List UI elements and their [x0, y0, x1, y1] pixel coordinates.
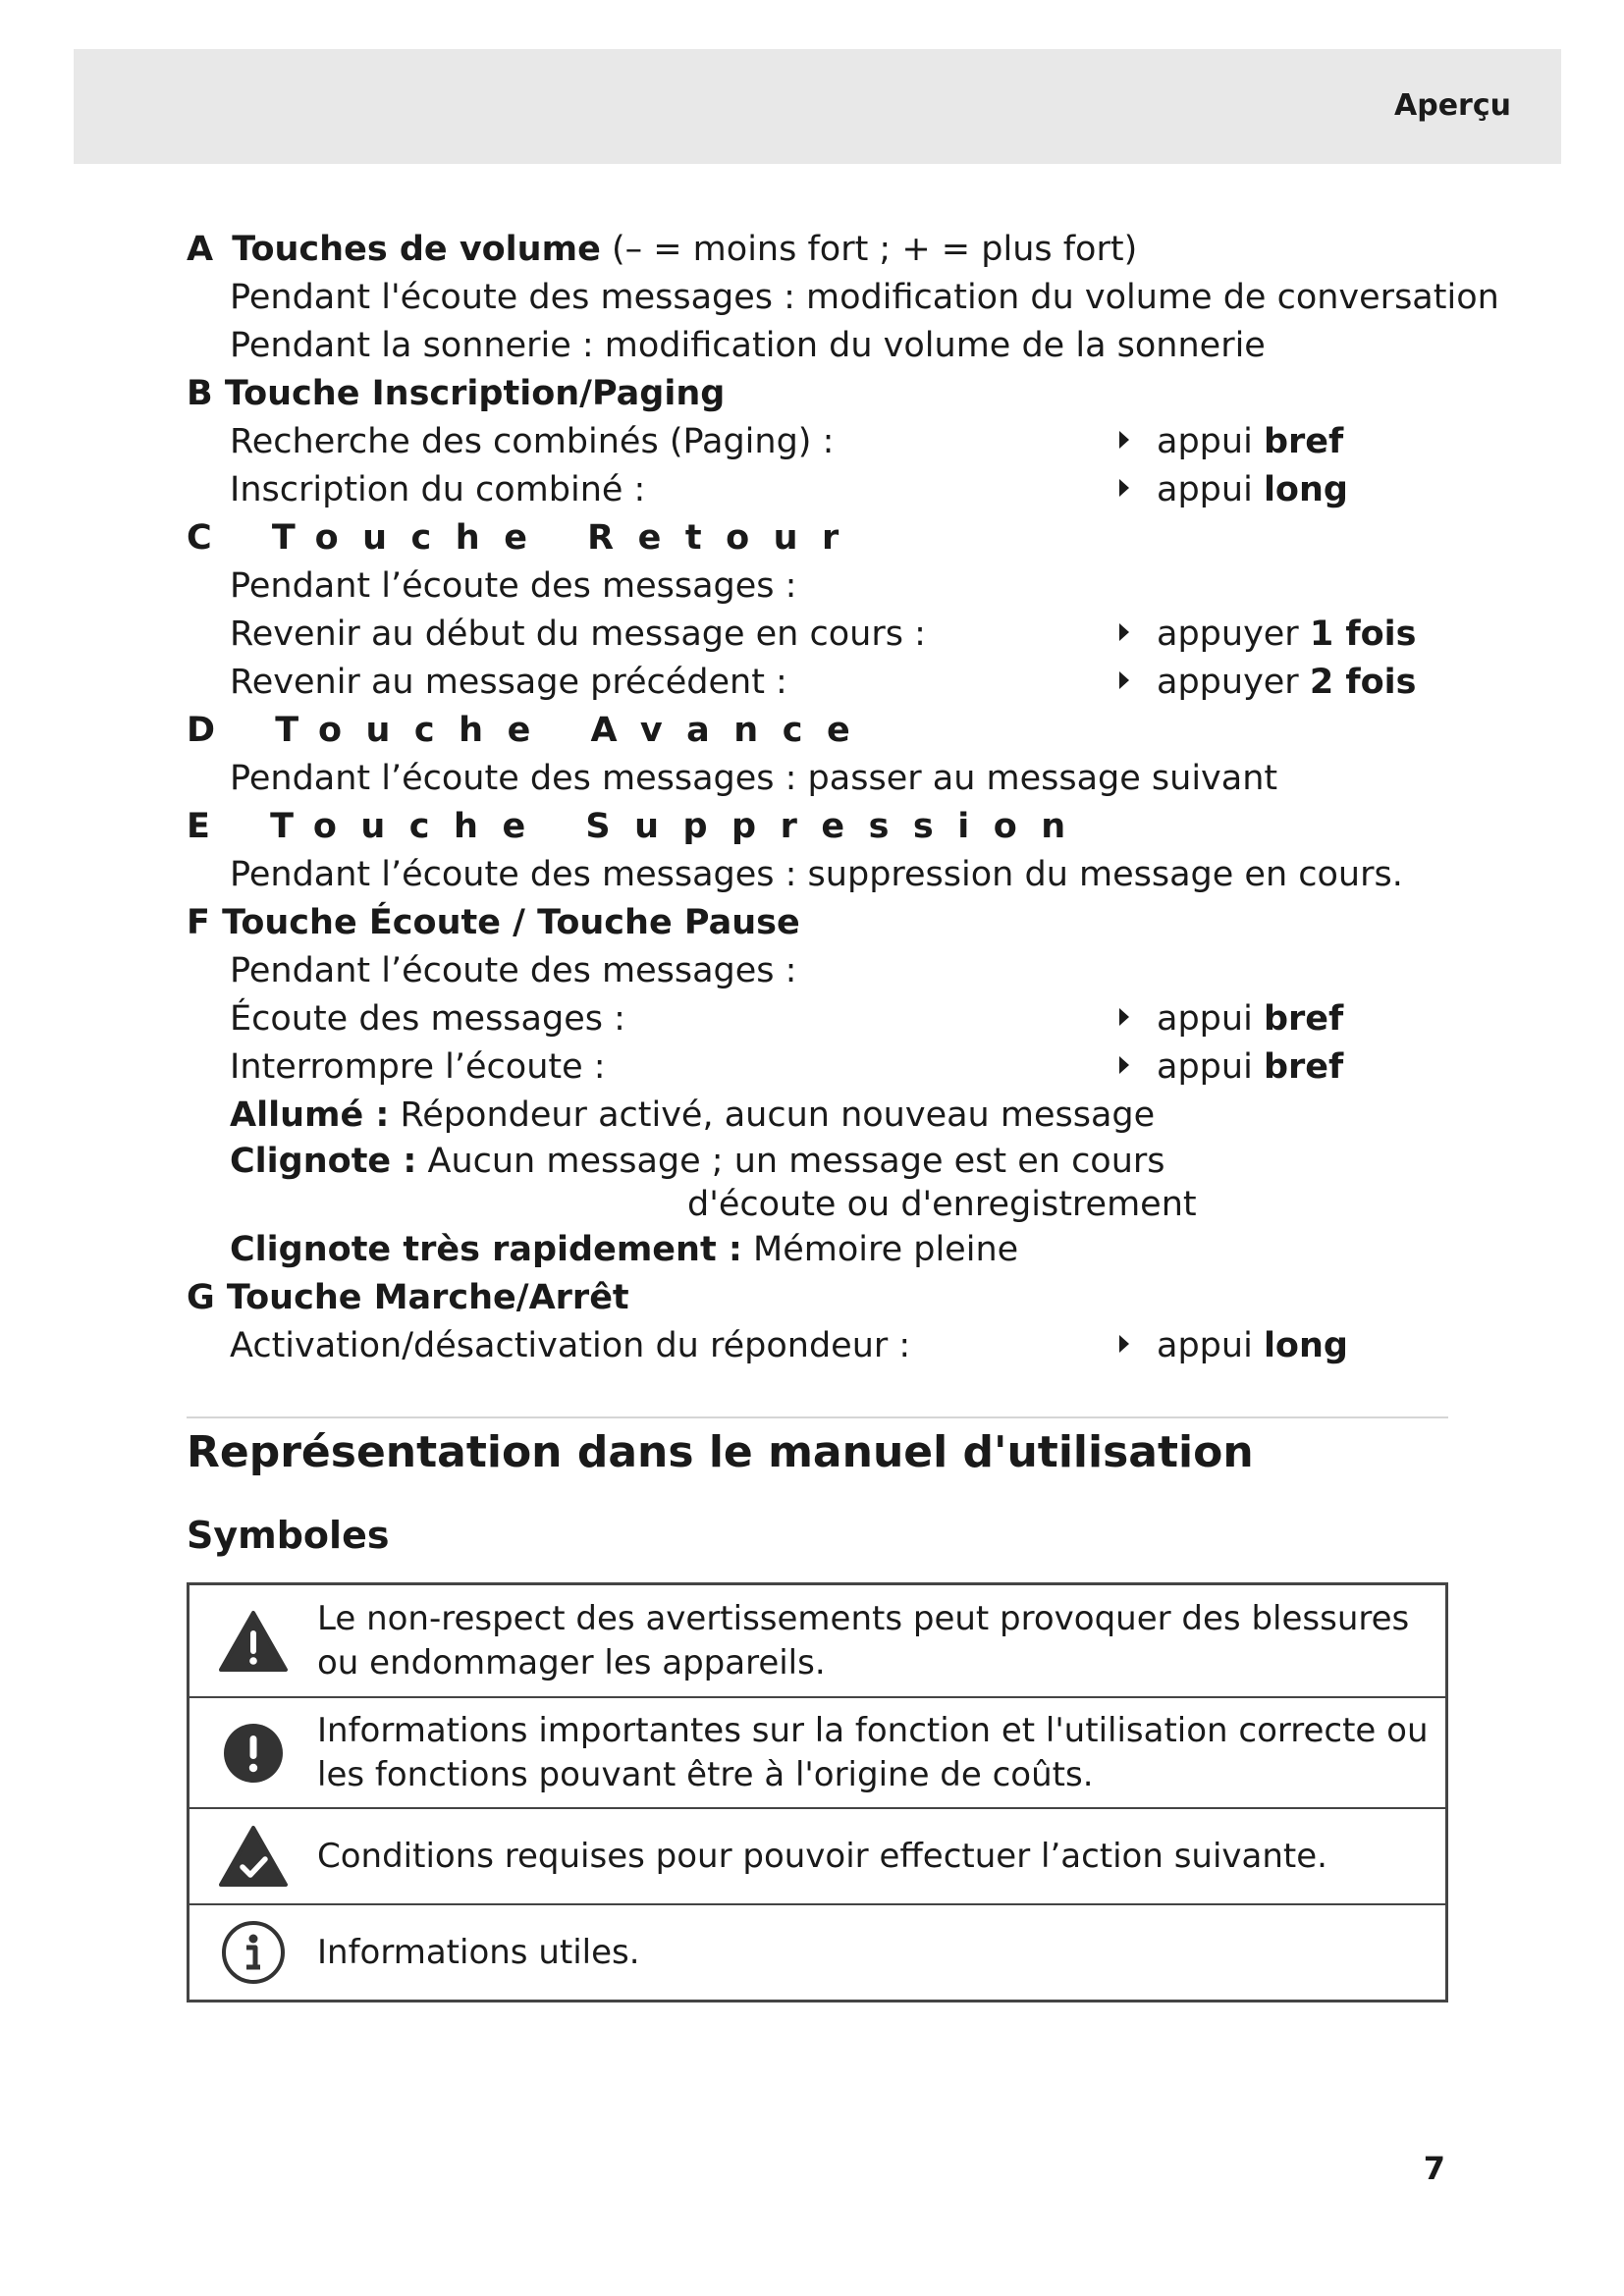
exclamation-circle-icon: [189, 1722, 317, 1785]
symbol-text: Informations importantes sur la fonction et l'utilisation correcte ou les fonctions pouvant être à l'origine de coûts.: [317, 1710, 1429, 1794]
key-b-row-1: [187, 418, 1453, 466]
key-b-row-2-action: [1119, 466, 1348, 514]
key-e-title: E Touche Suppression: [187, 807, 1090, 846]
key-f-row-2-label: Interrompre l’écoute :: [230, 1047, 606, 1087]
state-label: Clignote très rapidement :: [230, 1230, 742, 1269]
key-e-line: Pendant l’écoute des messages : suppression du message en cours.: [230, 855, 1403, 894]
action-emphasis: bref: [1263, 422, 1344, 461]
header-bar: [74, 49, 1561, 164]
key-d-line: Pendant l’écoute des messages : passer au message suivant: [230, 759, 1278, 798]
symbol-row-warning: [189, 1585, 1445, 1698]
key-f-row-2-action: [1119, 1043, 1343, 1092]
subsection-title: Symboles: [187, 1514, 390, 1557]
key-a-line-2: Pendant la sonnerie : modification du volume de la sonnerie: [230, 326, 1266, 365]
page-header-title: Aperçu: [1394, 88, 1511, 123]
arrow-right-icon: [1119, 479, 1129, 497]
key-a-letter: A: [187, 230, 214, 269]
action-verb: appuyer: [1157, 663, 1299, 702]
action-emphasis: long: [1263, 470, 1348, 509]
action-verb: appui: [1157, 999, 1253, 1039]
warning-triangle-icon: [189, 1609, 317, 1674]
key-b-title: B Touche Inscription/Paging: [187, 374, 726, 413]
key-g-row-1-label: Activation/désactivation du répondeur :: [230, 1326, 911, 1365]
key-c-row-2-label: Revenir au message précédent :: [230, 663, 787, 702]
key-f-state-2-continued: d'écoute ou d'enregistrement: [687, 1185, 1197, 1224]
symbol-row-prerequisite: [189, 1809, 1445, 1905]
key-c-row-1-label: Revenir au début du message en cours :: [230, 614, 926, 654]
action-verb: appui: [1157, 422, 1253, 461]
key-c-row-2-action: [1119, 659, 1416, 707]
section-title: Représentation dans le manuel d'utilisation: [187, 1427, 1254, 1477]
state-text: Mémoire pleine: [753, 1230, 1019, 1269]
key-c-title: C Touche Retour: [187, 518, 863, 558]
symbol-row-info: [189, 1905, 1445, 2000]
action-emphasis: bref: [1263, 999, 1344, 1039]
key-c-row-1-action: [1119, 611, 1416, 659]
symbol-text: Conditions requises pour pouvoir effectuer l’action suivante.: [317, 1836, 1327, 1876]
action-verb: appui: [1157, 470, 1253, 509]
key-b-row-1-label: Recherche des combinés (Paging) :: [230, 422, 835, 461]
action-emphasis: bref: [1263, 1047, 1344, 1087]
action-verb: appui: [1157, 1047, 1253, 1087]
info-circle-icon: [189, 1919, 317, 1986]
symbol-text: Le non-respect des avertissements peut provoquer des blessures ou endommager les appareils.: [317, 1598, 1410, 1682]
key-b-row-1-action: [1119, 418, 1343, 466]
key-f-row-2: [187, 1043, 1453, 1092]
arrow-right-icon: [1119, 1335, 1129, 1353]
arrow-right-icon: [1119, 1008, 1129, 1026]
key-a-note: (– = moins fort ; + = plus fort): [611, 230, 1138, 269]
symbols-table: [187, 1582, 1448, 2002]
key-f-row-1: [187, 995, 1453, 1043]
symbol-text: Informations utiles.: [317, 1932, 640, 1972]
key-f-state-2: [187, 1140, 1453, 1183]
key-descriptions: [187, 226, 1499, 1370]
key-c-row-1: [187, 611, 1453, 659]
arrow-right-icon: [1119, 671, 1129, 689]
key-a-heading: [187, 226, 1453, 274]
state-label: Allumé :: [230, 1095, 390, 1135]
action-emphasis: 1 fois: [1309, 614, 1417, 654]
key-g-row-1: [187, 1322, 1453, 1370]
key-f-row-1-label: Écoute des messages :: [230, 999, 625, 1039]
key-f-intro: Pendant l’écoute des messages :: [230, 951, 797, 990]
arrow-right-icon: [1119, 431, 1129, 449]
action-verb: appuyer: [1157, 614, 1299, 654]
key-b-row-2: [187, 466, 1453, 514]
action-emphasis: long: [1263, 1326, 1348, 1365]
symbol-row-important: [189, 1698, 1445, 1809]
key-f-state-1: [187, 1092, 1453, 1140]
state-text: Aucun message ; un message est en cours: [427, 1142, 1165, 1181]
key-g-row-1-action: [1119, 1322, 1348, 1370]
action-verb: appui: [1157, 1326, 1253, 1365]
section-divider: [187, 1416, 1448, 1418]
arrow-right-icon: [1119, 1056, 1129, 1074]
key-f-row-1-action: [1119, 995, 1343, 1043]
action-emphasis: 2 fois: [1309, 663, 1417, 702]
page-number: 7: [1423, 2150, 1445, 2187]
check-triangle-icon: [189, 1824, 317, 1889]
arrow-right-icon: [1119, 623, 1129, 641]
key-c-intro: Pendant l’écoute des messages :: [230, 566, 797, 606]
key-g-title: G Touche Marche/Arrêt: [187, 1278, 629, 1317]
key-a-title: Touches de volume: [232, 230, 601, 269]
key-f-title: F Touche Écoute / Touche Pause: [187, 903, 800, 942]
key-f-state-3: [187, 1226, 1453, 1274]
key-c-row-2: [187, 659, 1453, 707]
state-text: Répondeur activé, aucun nouveau message: [400, 1095, 1156, 1135]
key-d-title: D Touche Avance: [187, 711, 875, 750]
key-a-line-1: Pendant l'écoute des messages : modification du volume de conversation: [230, 278, 1499, 317]
key-b-row-2-label: Inscription du combiné :: [230, 470, 646, 509]
state-label: Clignote :: [230, 1142, 417, 1181]
